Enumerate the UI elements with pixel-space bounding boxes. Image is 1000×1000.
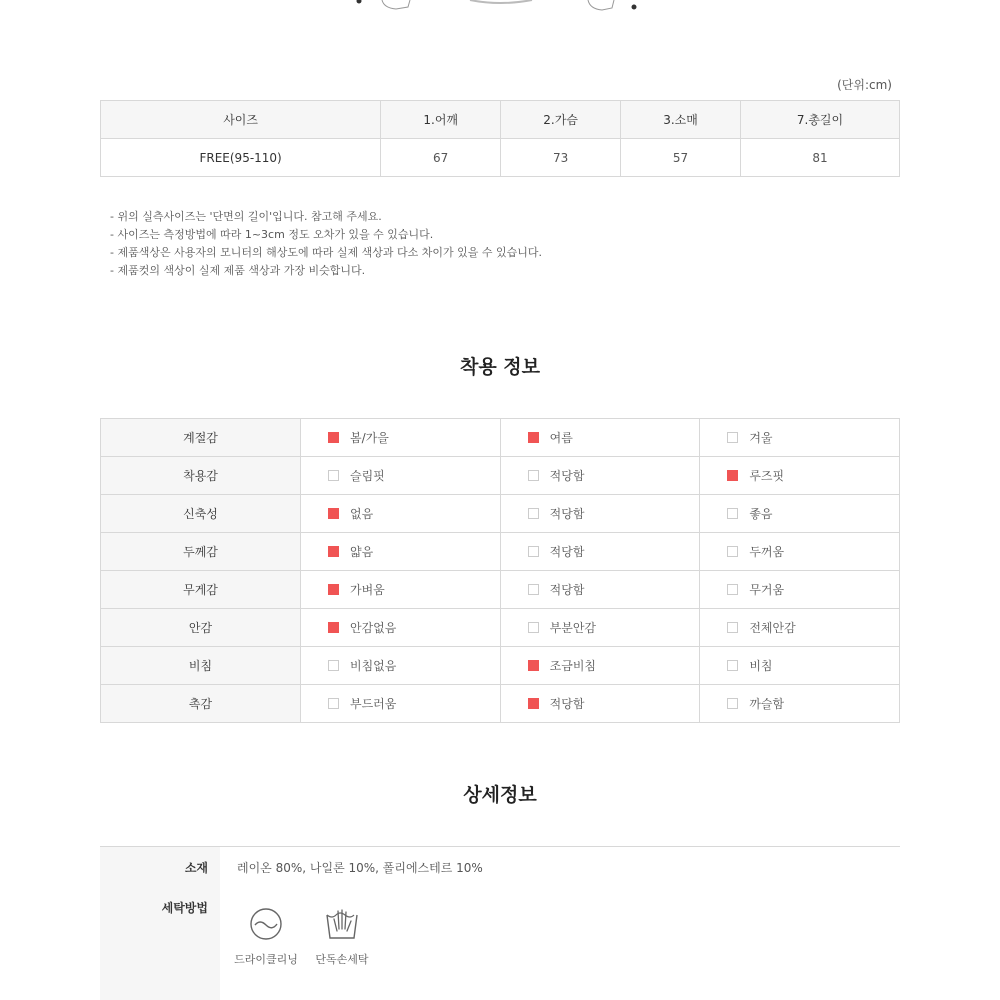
unchecked-box-icon <box>727 660 738 671</box>
fit-option-label: 봄/가을 <box>350 431 389 445</box>
wash-item-label: 단독손세탁 <box>315 953 369 966</box>
fit-option-label: 가벼움 <box>350 583 385 597</box>
unchecked-box-icon <box>328 698 339 709</box>
fit-row <box>101 647 900 685</box>
size-cell: 81 <box>741 139 900 177</box>
size-cell: 73 <box>501 139 621 177</box>
fit-option-label: 부분안감 <box>549 621 597 635</box>
material-label: 소재 <box>184 861 208 875</box>
fit-row-label: 비침 <box>101 647 301 685</box>
fit-row <box>101 571 900 609</box>
fit-option <box>301 647 501 685</box>
detail-info-title: 상세정보 <box>463 784 537 806</box>
unit-label: (단위:cm) <box>837 78 892 92</box>
fit-row <box>101 457 900 495</box>
checked-box-icon <box>328 622 339 633</box>
checked-box-icon <box>328 508 339 519</box>
fit-option-label: 비침없음 <box>350 659 397 673</box>
fit-option <box>500 647 700 685</box>
fit-option <box>500 609 700 647</box>
fit-option-label: 얇음 <box>350 545 374 559</box>
fit-info-title: 착용 정보 <box>459 356 541 378</box>
fit-option <box>700 571 900 609</box>
size-header-cell: 1.어깨 <box>381 101 501 139</box>
material-value: 레이온 80%, 나일론 10%, 폴리에스테르 10% <box>237 861 483 875</box>
size-cell: FREE(95-110) <box>101 139 381 177</box>
checked-box-icon <box>328 546 339 557</box>
unchecked-box-icon <box>727 508 738 519</box>
hand-wash-icon <box>324 907 360 941</box>
fit-option <box>500 685 700 723</box>
unchecked-box-icon <box>328 470 339 481</box>
unchecked-box-icon <box>528 584 539 595</box>
fit-option-label: 까슬함 <box>749 697 785 711</box>
unchecked-box-icon <box>727 546 738 557</box>
fit-row <box>101 419 900 457</box>
fit-option <box>301 457 501 495</box>
note-line: - 사이즈는 측정방법에 따라 1~3cm 정도 오차가 있을 수 있습니다. <box>110 228 434 241</box>
size-cell: 67 <box>381 139 501 177</box>
fit-option <box>700 647 900 685</box>
fit-row-label: 계절감 <box>101 419 301 457</box>
fit-row-label: 촉감 <box>101 685 301 723</box>
fit-option <box>301 685 501 723</box>
unchecked-box-icon <box>727 622 738 633</box>
fit-option <box>301 609 501 647</box>
fit-option-label: 없음 <box>350 507 374 521</box>
size-notes <box>110 208 542 280</box>
fit-row <box>101 533 900 571</box>
fit-option <box>500 457 700 495</box>
wash-item-label: 드라이클리닝 <box>234 953 298 966</box>
fit-option <box>500 571 700 609</box>
fit-row-label: 무게감 <box>101 571 301 609</box>
fit-option <box>700 609 900 647</box>
size-header-cell: 3.소매 <box>621 101 741 139</box>
dry-cleaning-icon <box>249 907 283 941</box>
fit-row <box>101 685 900 723</box>
fit-option-label: 적당함 <box>549 507 585 521</box>
fit-option <box>700 419 900 457</box>
fit-row <box>101 609 900 647</box>
fit-option <box>500 533 700 571</box>
fit-option <box>301 495 501 533</box>
fit-row <box>101 495 900 533</box>
checked-box-icon <box>528 698 539 709</box>
fit-option <box>700 495 900 533</box>
note-line: - 위의 실측사이즈는 '단면의 길이'입니다. 참고해 주세요. <box>110 210 382 223</box>
fit-option-label: 적당함 <box>549 545 585 559</box>
fit-row-label: 두께감 <box>101 533 301 571</box>
fit-row-label: 착용감 <box>101 457 301 495</box>
fit-row-label: 안감 <box>101 609 301 647</box>
unchecked-box-icon <box>528 508 539 519</box>
fit-option <box>500 495 700 533</box>
wash-label: 세탁방법 <box>161 901 208 915</box>
checked-box-icon <box>727 470 738 481</box>
checked-box-icon <box>528 660 539 671</box>
fit-option <box>301 419 501 457</box>
unchecked-box-icon <box>727 584 738 595</box>
wash-item-dry-cleaning <box>231 907 301 967</box>
note-line: - 제품컷의 색상이 실제 제품 색상과 가장 비슷합니다. <box>110 264 366 277</box>
fit-option <box>500 419 700 457</box>
fit-option-label: 두꺼움 <box>749 545 785 559</box>
garment-illustration-fragment <box>0 0 1000 20</box>
size-cell: 57 <box>621 139 741 177</box>
fit-option-label: 루즈핏 <box>749 469 785 483</box>
fit-option <box>301 571 501 609</box>
fit-option-label: 슬림핏 <box>350 469 385 483</box>
fit-option <box>700 685 900 723</box>
unchecked-box-icon <box>528 546 539 557</box>
checked-box-icon <box>528 432 539 443</box>
fit-option-label: 전체안감 <box>749 621 796 635</box>
size-header-cell: 2.가슴 <box>501 101 621 139</box>
unchecked-box-icon <box>727 432 738 443</box>
fit-option-label: 적당함 <box>549 469 585 483</box>
size-table <box>100 100 900 177</box>
fit-row-label: 신축성 <box>101 495 301 533</box>
size-header-cell: 7.총길이 <box>741 101 900 139</box>
fit-option-label: 좋음 <box>749 507 773 521</box>
fit-option <box>700 533 900 571</box>
fit-option-label: 안감없음 <box>350 621 397 635</box>
unchecked-box-icon <box>328 660 339 671</box>
fit-option <box>700 457 900 495</box>
wash-item-hand-wash <box>307 907 377 967</box>
size-table-row <box>101 139 900 177</box>
fit-option-label: 무거움 <box>749 583 785 597</box>
fit-option <box>301 533 501 571</box>
size-header-cell: 사이즈 <box>101 101 381 139</box>
fit-option-label: 부드러움 <box>350 697 397 711</box>
fit-info-table <box>100 418 900 723</box>
fit-option-label: 여름 <box>549 431 573 445</box>
note-line: - 제품색상은 사용자의 모니터의 해상도에 따라 실제 색상과 다소 차이가 있을 수 있습니다. <box>110 246 542 259</box>
unchecked-box-icon <box>727 698 738 709</box>
size-table-header-row <box>101 101 900 139</box>
checked-box-icon <box>328 432 339 443</box>
fit-option-label: 적당함 <box>549 583 585 597</box>
detail-info-panel <box>100 846 900 1000</box>
fit-option-label: 겨울 <box>749 431 773 445</box>
fit-option-label: 비침 <box>749 659 773 673</box>
fit-option-label: 적당함 <box>549 697 585 711</box>
unchecked-box-icon <box>528 470 539 481</box>
checked-box-icon <box>328 584 339 595</box>
fit-option-label: 조금비침 <box>549 659 597 673</box>
unchecked-box-icon <box>528 622 539 633</box>
